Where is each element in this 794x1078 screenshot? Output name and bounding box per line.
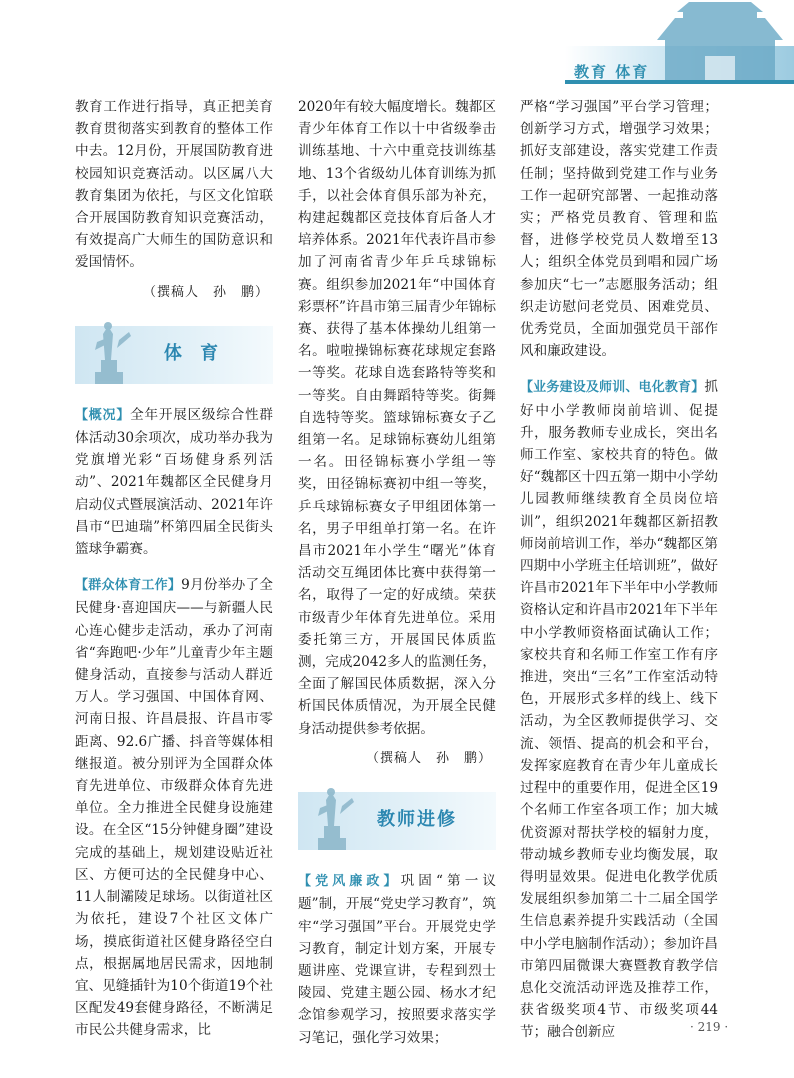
running-header-title: 教育 体育	[574, 63, 650, 81]
paragraph-text: 巩固“第一议题”制，开展“党史学习教育”，筑牢“学习强国”平台。开展党史学习教育，制定计划方案，开展专题讲座、党课宣讲，专程到烈士陵园、党建主题公园、杨水才纪念馆参观学习，按照要求落实学习笔记，强化学习效果；	[298, 873, 496, 1046]
paragraph-party	[298, 870, 496, 1049]
paragraph-text: 抓好中小学教师岗前培训、促提升，服务教师专业成长，突出名师工作室、家校共育的特色。做好“魏都区十四五第一期中小学幼儿园教师继续教育全员岗位培训”，组织2021年魏都区新招教师岗前培训工作，举办“魏都区第四期中小学班主任培训班”，做好许昌市2021年下半年中小学教师资格认定和许昌市2021年下半年中小学教师资格面试确认工作；家校共育和名师工作室工作有序推进，突出“三名”工作室活动特色，开展形式多样的线上、线下活动，为全区教师提供学习、交流、领悟、提高的机会和平台，发挥家庭教育在青少年儿童成长过程中的重要作用，促进全区19个名师工作室各项工作；加大城优资源对帮扶学校的辐射力度，带动城乡教师专业均衡发展，取得明显效果。促进电化教学优质发展组织参加第二十二届全国学生信息素养提升实践活动（全国中小学电脑制作活动）；参加许昌市第四届微课大赛暨教育教学信息化交流活动评选及推荐工作，获省级奖项4节、市级奖项44节；融合创新应	[520, 379, 718, 1041]
column-2	[298, 96, 496, 1049]
paragraph-business	[520, 376, 718, 1043]
paragraph: 2020年有较大幅度增长。魏都区青少年体育工作以十中省级拳击训练基地、十六中重竞技训练基地、13个省级幼儿体育训练为抓手，以社会体育俱乐部为补充，构建起魏都区竞技体育后备人才培养体系。2021年代表许昌市参加了河南省青少年乒乓球锦标赛。组织参加2021年“中国体育彩票杯”许昌市第三届青少年锦标赛、获得了基本体操幼儿组第一名。啦啦操锦标赛花球规定套路一等奖。花球自选套路特等奖和一等奖。自由舞蹈特等奖。街舞自选特等奖。篮球锦标赛女子乙组第一名。足球锦标赛幼儿组第一名。田径锦标赛小学组一等奖，田径锦标赛初中组一等奖，乒乓球锦标赛女子甲组团体第一名，男子甲组单打第一名。在许昌市2021年小学生“曙光”体育活动交互绳团体比赛中获得第一名，取得了一定的好成绩。荣获市级青少年体育先进单位。采用委托第三方，开展国民体质监测，完成2042多人的监测任务，全面了解国民体质数据，深入分析国民体质情况，为开展全民健身活动提供参考依据。	[298, 99, 496, 737]
section-title: 教师进修	[377, 809, 457, 831]
column-3	[520, 96, 718, 1044]
author-credit: （撰稿人 孙 鹏）	[142, 284, 269, 300]
keyword-heading: 【群众体育工作】	[75, 578, 182, 594]
page-number: · 219 ·	[690, 1020, 729, 1034]
paragraph: 严格“学习强国”平台学习管理；创新学习方式，增强学习效果；抓好支部建设，落实党建工作责任制；坚持做到党建工作与业务工作一起研究部署、一起推动落实；严格党员教育、管理和监督，进修学校党员人数增至13人；组织全体党员到唱和园广场参加庆“七一”志愿服务活动；组织走访慰问老党员、困难党员、优秀党员，全面加强党员干部作风和廉政建设。	[520, 99, 718, 360]
section-heading-sports	[75, 326, 273, 384]
paragraph-text: 9月份举办了全民健身·喜迎国庆——与新疆人民心连心健步走活动，承办了河南省“奔跑吧·少年”儿童青少年主题健身活动，直接参与活动人群近万人。学习强国、中国体育网、河南日报、许昌晨报、许昌市零距离、92.6广播、抖音等媒体相继报道。被分别评为全国群众体育先进单位、市级群众体育先进单位。全力推进全民健身设施建设。在全区“15分钟健身圈”建设完成的基础上，规划建设贴近社区、方便可达的全民健身中心、11人制灞陵足球场。以街道社区为依托，建设7个社区文体广场，摸底街道社区健身路径空白点，根据属地居民需求，因地制宜、见缝插针为10个街道19个社区配发49套健身路径，不断满足市民公共健身需求，比	[75, 577, 273, 1039]
author-credit: （撰稿人 孙 鹏）	[365, 750, 492, 766]
keyword-heading: 【业务建设及师训、电化教育】	[520, 380, 705, 396]
keyword-heading: 【概况】	[75, 407, 131, 423]
column-1	[75, 96, 273, 1042]
paragraph-overview	[75, 404, 273, 560]
section-title: 体 育	[163, 342, 225, 364]
paragraph: 教育工作进行指导，真正把美育教育贯彻落实到教育的整体工作中去。12月份，开展国防教育进校园知识竞赛活动。以区属八大教育集团为依托，与区文化馆联合开展国防教育知识竞赛活动，有效提高广大师生的国防意识和爱国情怀。	[75, 99, 273, 271]
gate-tower-icon	[657, 2, 783, 84]
keyword-heading: 【党风廉政】	[298, 874, 401, 890]
section-heading-teacher-training	[298, 792, 496, 850]
paragraph-mass-sports	[75, 574, 273, 1041]
paragraph-text: 全年开展区级综合性群体活动30余项次，成功举办我为党旗增光彩“百场健身系列活动”、2021年魏都区全民健身月启动仪式暨展演活动、2021年许昌市“巴迪瑞”杯第四届全民街头篮球争霸赛。	[75, 406, 273, 558]
